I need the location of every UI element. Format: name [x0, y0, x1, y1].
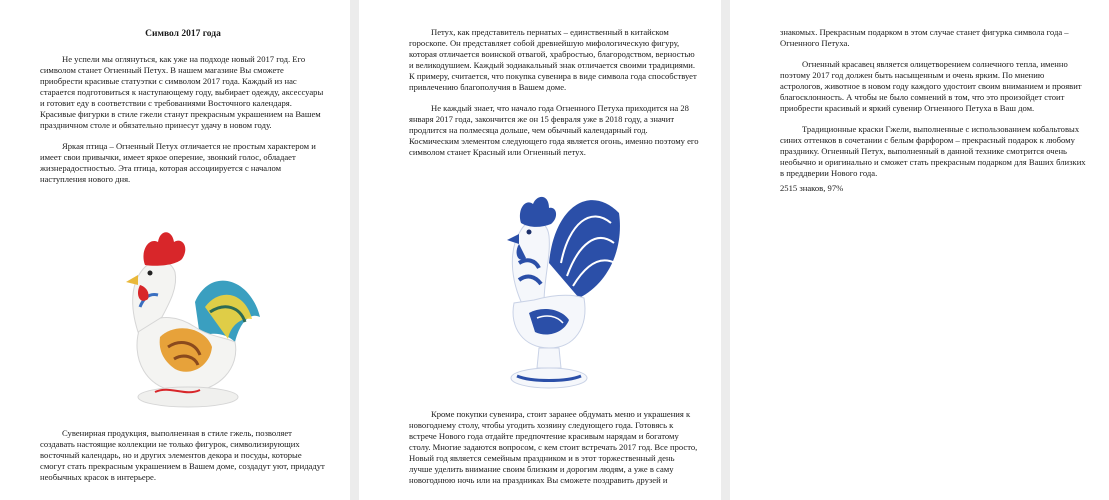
paragraph: Традиционные краски Гжели, выполненные с использованием кобальтовых синих оттенков в сочетании с белым фарфором – прекрасный подарок к любому празднику. Огненный Петух, выполненный в данной технике смотрится очень необычно и оригинально и сможет стать прекрасным подарком для Ваших близких в преддверии Нового года. [780, 124, 1086, 178]
paragraph: Огненный красавец является олицетворением солнечного тепла, именно поэтому 2017 год должен быть насыщенным и очень ярким. По мнению астрологов, животное в новом году каждого удостоит своим вниманием и проявит благосклонность. А чтобы не было сомнений в том, что это произойдет стоит приобрести красивый и яркий сувенир Огненного Петуха в Ваш дом. [780, 59, 1082, 113]
document-page-3 [730, 0, 1109, 500]
paragraph: Кроме покупки сувенира, стоит заранее обдумать меню и украшения к новогоднему столу, чтобы угодить хозяину следующего года. Готовясь к встрече Нового года отдайте предпочтение красивым нарядам и богатому столу. Многие задаются вопросом, с кем стоит встречать 2017 год. Все просто, Новый год является семейным праздником и в этот торжественный день лучше уделить внимание своим близким и дорогим людям, а уже в саму новогоднюю ночь или на праздниках Вы сможете поздравить друзей и [409, 409, 698, 485]
paragraph: Сувенирная продукция, выполненная в стиле гжель, позволяет создавать настоящие коллекции не только фигурок, символизирующих восточный календарь, но и других элементов декора и посуды, которые смогут стать прекрасным украшением в Вашем доме, создадут уют, придадут необычных красок в интерьере. [40, 428, 325, 482]
paragraph: Не каждый знает, что начало года Огненного Петуха приходится на 28 января 2017 года, закончится же он 15 февраля уже в 2018 году, а значит продлится на полмесяца дольше, чем обычный календарный год. Космическим элементом следующего года является огонь, именно поэтому его символом станет Красный или Огненный петух. [409, 103, 699, 157]
colored-rooster-image [100, 207, 265, 417]
paragraph: знакомых. Прекрасным подарком в этом случае станет фигурка символа года – Огненного Петуха. [780, 27, 1069, 48]
gzhel-rooster-image [469, 168, 629, 396]
paragraph: Яркая птица – Огненный Петух отличается не простым характером и имеет свои привычки, имеет яркое оперение, звонкий голос, обладает жизнерадостностью. Эта птица, которая ассоциируется с началом наступления нового дня. [40, 141, 316, 184]
paragraph: Не успели мы оглянуться, как уже на подходе новый 2017 год. Его символом станет Огненный Петух. В нашем магазине Вы сможете приобрести красивые статуэтки с символом 2017 года. Каждый из нас старается подготовиться к наступающему году, выбирает одежду, аксессуары и готовит еду в соответствии с требованиями Восточного календаря. Красивые фигурки в стиле гжели станут прекрасным украшением на Вашем праздничном столе и обязательно принесут удачу в новом году. [40, 54, 324, 130]
document-title: Символ 2017 года [145, 29, 221, 39]
document-page-2 [359, 0, 721, 500]
character-count-stats: 2515 знаков, 97% [780, 183, 844, 193]
paragraph: Петух, как представитель пернатых – единственный в китайском гороскопе. Он представляет собой древнейшую мифологическую фигуру, которая отличается воинской отвагой, храбростью, благородством, верностью и великодушием. Каждый зодиакальный знак отличается своими традициями. К примеру, считается, что покупка сувенира в виде символа года способствует привлечению благополучия в Вашем доме. [409, 27, 697, 92]
document-page-1 [0, 0, 350, 500]
